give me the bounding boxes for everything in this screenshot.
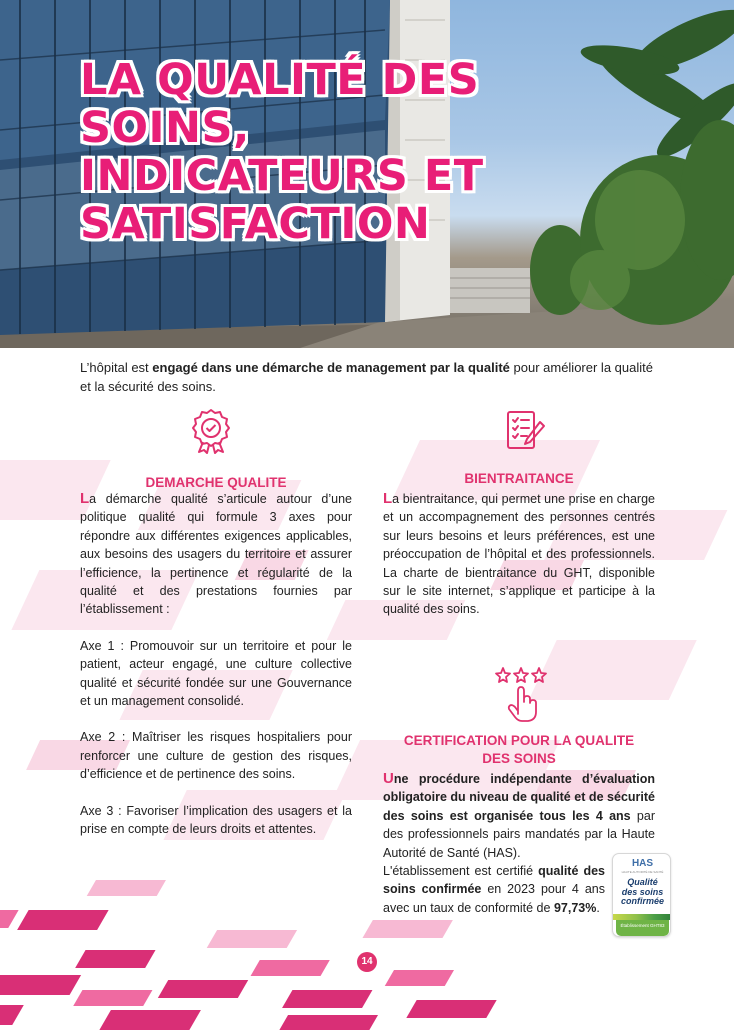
certification-text-1: par des professionnels pairs mandatés par la Haute Autorité de Santé (HAS). (383, 808, 655, 860)
bientraitance-title: BIENTRAITANCE (464, 471, 574, 486)
checklist-pen-icon (504, 408, 546, 454)
intro-text-1: L’hôpital est (80, 360, 153, 375)
certification-title-line-1: CERTIFICATION POUR LA QUALITE (403, 733, 635, 748)
stars-hand-icon (494, 666, 548, 724)
intro-paragraph (80, 358, 658, 396)
demarche-intro (80, 490, 352, 619)
badge-footer: Établissement GHT83 (616, 920, 669, 936)
demarche-body (80, 490, 352, 857)
intro-text-2: pour améliorer la qualité et la sécurité des soins. (80, 360, 653, 394)
certification-bold-1: ne procédure indépendante d’évaluation obligatoire du niveau de qualité et de sécurité des soins est organisée tous les 4 ans (383, 772, 655, 823)
dropcap: L (383, 490, 393, 507)
certification-paragraph-2 (383, 862, 605, 917)
certification-text-2a: L'établissement est certifié (383, 864, 539, 879)
bientraitance-text: a bientraitance, qui permet une prise en charge et un accompagnement des personnes centrés sur leurs besoins et leurs préférences, est une préoccupation de l’hôpital et des professionnels. La charte de bientraitance du GHT, disponible sur le site internet, s’applique et participe à la qualité des soins. (383, 492, 655, 617)
bientraitance-paragraph (383, 490, 655, 619)
intro-bold: engagé dans une démarche de management par la qualité (152, 360, 510, 375)
title-line-1: LA QUALITÉ DES SOINS, (80, 55, 480, 153)
certification-title-line-2: DES SOINS (482, 751, 556, 766)
title-line-3: SATISFACTION (80, 199, 431, 249)
has-logo-subtitle: HAUTE AUTORITÉ DE SANTÉ (621, 870, 664, 874)
has-logo: HAS (631, 858, 654, 869)
axe-1: Axe 1 : Promouvoir sur un territoire et pour le patient, acteur engagé, une culture collective qualité et sécurité fondée sur une Gouvernance et un management consolidé. (80, 638, 352, 709)
certification-text-2c: . (596, 900, 600, 915)
axe-2: Axe 2 : Maîtriser les risques hospitaliers pour renforcer une culture de gestion des risques, d’efficience et de pertinence des soins. (80, 730, 352, 782)
page-number: 14 (357, 952, 377, 972)
bientraitance-body (383, 490, 655, 637)
certification-text-2b: en 2023 pour 4 ans avec un taux de conformité de (383, 882, 605, 915)
badge-label (615, 878, 670, 907)
demarche-text: a démarche qualité s’articule autour d’une politique qualité qui formule 3 axes pour répondre aux différentes exigences applicables, aux besoins des usagers du territoire et assurer l’efficience, la pertinence et régularité de la qualité et des prestations fournies par l’établissement : (80, 492, 352, 617)
certification-bold-2: qualité des soins confirmée (383, 864, 606, 897)
title-line-2: INDICATEURS ET (80, 151, 484, 201)
certification-paragraph-1 (383, 770, 655, 862)
demarche-title: DEMARCHE QUALITE (145, 475, 287, 490)
hero-photo (0, 0, 734, 348)
badge-line-1: Qualité (627, 877, 658, 887)
conformity-rate: 97,73% (553, 900, 597, 915)
dropcap: L (80, 490, 90, 507)
certification-title (383, 732, 655, 768)
axe-3: Axe 3 : Favoriser l’implication des usagers et la prise en compte de leurs droits et attentes. (80, 803, 352, 837)
page-title (80, 56, 640, 248)
award-ribbon-icon (191, 408, 231, 454)
badge-line-2: des soins (621, 886, 664, 897)
badge-line-3: confirmée (620, 896, 664, 906)
dropcap: U (383, 770, 394, 787)
has-certification-badge (612, 853, 671, 937)
